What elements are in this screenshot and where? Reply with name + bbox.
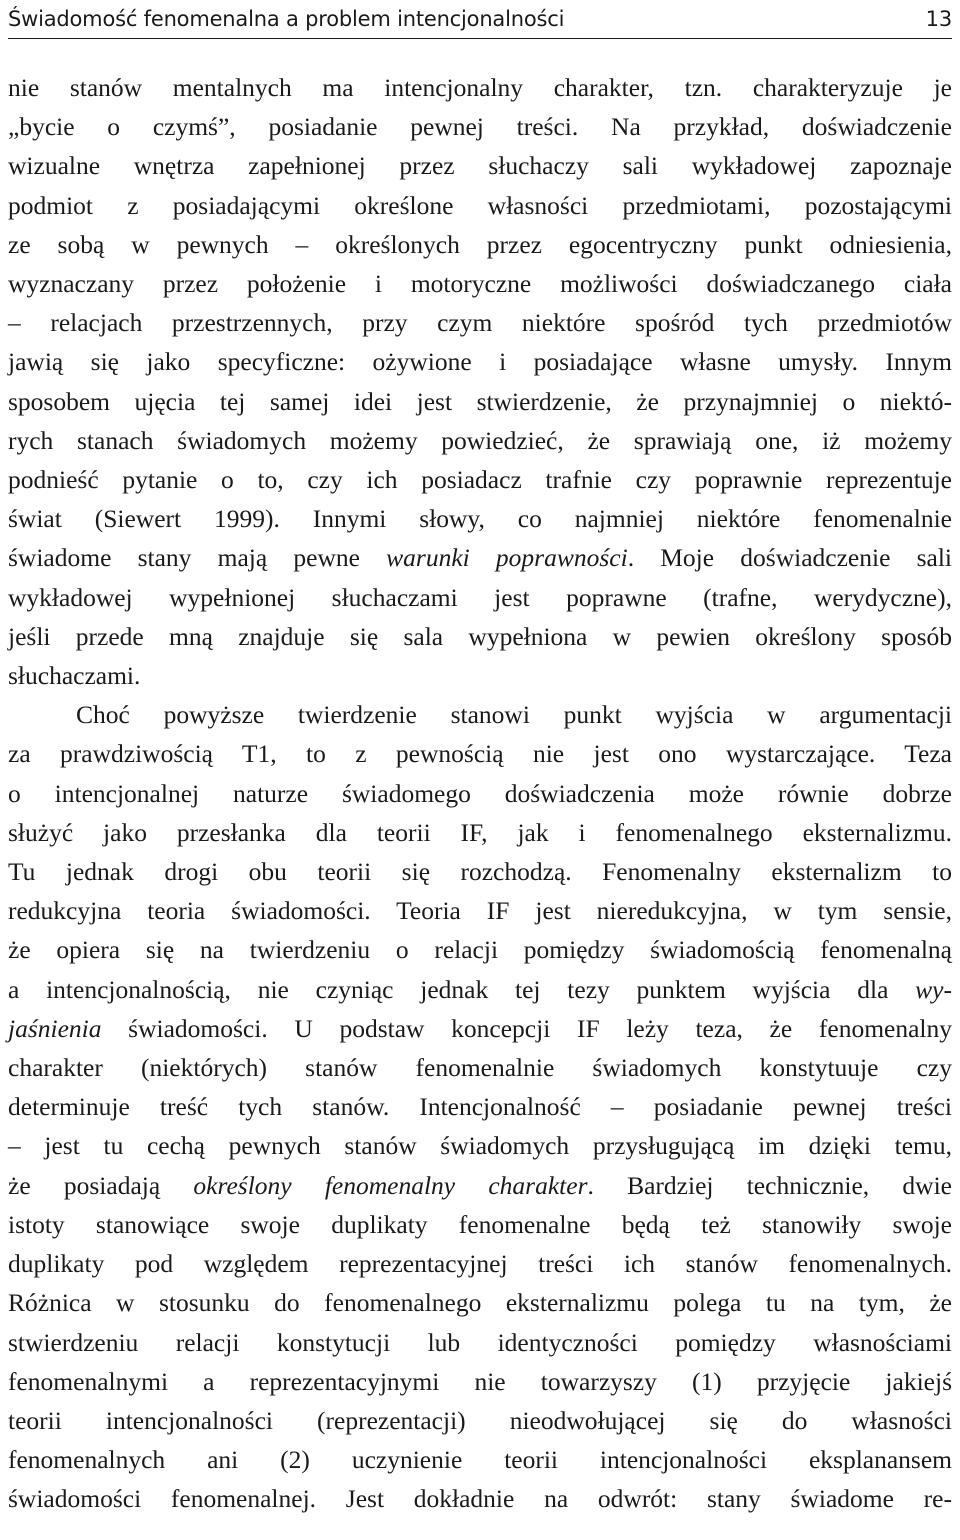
text-segment: że opiera się na twierdzeniu o relacji pomiędzy świadomością fenomenalną: [8, 935, 952, 965]
text-line: [8, 578, 952, 617]
text-line: [8, 1362, 952, 1401]
text-segment: istoty stanowiące swoje duplikaty fenomenalne będą też stanowiły swoje: [8, 1209, 952, 1239]
header-rule: [8, 38, 952, 39]
running-title: Świadomość fenomenalna a problem intencjonalności: [8, 7, 565, 31]
text-line: [8, 68, 952, 107]
text-segment: słuchaczami.: [8, 661, 141, 691]
text-line: [8, 1283, 952, 1322]
text-segment: – relacjach przestrzennych, przy czym niektóre spośród tych przedmiotów: [8, 308, 952, 338]
text-line: [8, 970, 952, 1009]
text-segment: duplikaty pod względem reprezentacyjnej treści ich stanów fenomenalnych.: [8, 1249, 952, 1279]
text-line: [8, 382, 952, 421]
text-line: [8, 1401, 952, 1440]
text-segment: determinuje treść tych stanów. Intencjonalność – posiadanie pewnej treści: [8, 1092, 952, 1122]
text-line: [8, 930, 952, 969]
text-segment: redukcyjna teoria świadomości. Teoria IF jest nieredukcyjna, w tym sensie,: [8, 896, 952, 926]
text-line: [8, 342, 952, 381]
text-segment: Różnica w stosunku do fenomenalnego eksternalizmu polega tu na tym, że: [8, 1288, 952, 1318]
text-segment: ze sobą w pewnych – określonych przez egocentryczny punkt odniesienia,: [8, 229, 952, 259]
text-line: [8, 186, 952, 225]
text-line: [8, 1048, 952, 1087]
text-line: [8, 1479, 952, 1518]
text-line: [8, 225, 952, 264]
text-segment: świadome stany mają pewne: [8, 543, 387, 573]
text-line: [8, 774, 952, 813]
text-segment: o intencjonalnej naturze świadomego doświadczenia może równie dobrze: [8, 778, 952, 808]
text-segment: . Bardziej technicznie, dwie: [587, 1170, 952, 1200]
text-line: [8, 499, 952, 538]
text-segment: świadomości. U podstaw koncepcji IF leży teza, że fenomenalny: [101, 1013, 952, 1043]
text-line: [8, 146, 952, 185]
text-segment: Tu jednak drogi obu teorii się rozchodzą. Fenomenalny eksternalizm to: [8, 857, 952, 887]
text-segment: stwierdzeniu relacji konstytucji lub identyczności pomiędzy własnościami: [8, 1327, 952, 1357]
page-number: 13: [925, 7, 952, 31]
text-line: [8, 538, 952, 577]
text-segment: a intencjonalnością, nie czyniąc jednak tej tezy punktem wyjścia dla: [8, 974, 916, 1004]
text-line: [8, 264, 952, 303]
text-segment: świadomości fenomenalnej. Jest dokładnie na odwrót: stany świadome re-: [8, 1484, 952, 1514]
italic-text: warunki poprawności: [386, 543, 628, 573]
text-segment: że posiadają: [8, 1170, 194, 1200]
text-segment: jawią się jako specyficzne: ożywione i posiadające własne umysły. Innym: [8, 347, 952, 377]
text-segment: świat (Siewert 1999). Innymi słowy, co najmniej niektóre fenomenalnie: [8, 504, 952, 534]
text-line: [8, 1087, 952, 1126]
text-line: [8, 1009, 952, 1048]
italic-text: wy-: [915, 974, 952, 1004]
text-segment: sposobem ujęcia tej samej idei jest stwierdzenie, że przynajmniej o niektó-: [8, 386, 952, 416]
text-segment: fenomenalnych ani (2) uczynienie teorii intencjonalności eksplanansem: [8, 1445, 952, 1475]
text-line: [8, 891, 952, 930]
text-line: [8, 1205, 952, 1244]
text-segment: charakter (niektórych) stanów fenomenalnie świadomych konstytuuje czy: [8, 1053, 952, 1083]
text-segment: rych stanach świadomych możemy powiedzieć, że sprawiają one, iż możemy: [8, 425, 952, 455]
text-segment: Choć powyższe twierdzenie stanowi punkt wyjścia w argumentacji: [76, 700, 952, 730]
text-line: [8, 1244, 952, 1283]
running-header: [8, 2, 952, 36]
text-segment: nie stanów mentalnych ma intencjonalny charakter, tzn. charakteryzuje je: [8, 73, 952, 102]
text-line: [8, 734, 952, 773]
text-line: [8, 813, 952, 852]
text-segment: . Moje doświadczenie sali: [627, 543, 953, 573]
text-segment: podmiot z posiadającymi określone własności przedmiotami, pozostającymi: [8, 190, 952, 220]
text-segment: służyć jako przesłanka dla teorii IF, jak i fenomenalnego eksternalizmu.: [8, 817, 952, 847]
text-segment: podnieść pytanie o to, czy ich posiadacz trafnie czy poprawnie reprezentuje: [8, 465, 952, 495]
text-segment: wizualne wnętrza zapełnionej przez słuchaczy sali wykładowej zapoznaje: [8, 151, 952, 181]
text-line: [8, 695, 952, 734]
text-segment: – jest tu cechą pewnych stanów świadomych przysługującą im dzięki temu,: [8, 1131, 952, 1161]
text-line: [8, 617, 952, 656]
text-line: [8, 1126, 952, 1165]
text-segment: fenomenalnymi a reprezentacyjnymi nie towarzyszy (1) przyjęcie jakiejś: [8, 1366, 952, 1396]
italic-text: jaśnienia: [8, 1013, 102, 1043]
text-line: [8, 107, 952, 146]
text-line: [8, 421, 952, 460]
text-segment: za prawdziwością T1, to z pewnością nie jest ono wystarczające. Teza: [8, 739, 952, 769]
text-segment: teorii intencjonalności (reprezentacji) nieodwołującej się do własności: [8, 1405, 952, 1435]
text-line: [8, 1166, 952, 1205]
text-line: [8, 852, 952, 891]
text-segment: wyznaczany przez położenie i motoryczne możliwości doświadczanego ciała: [8, 269, 952, 299]
text-segment: „bycie o czymś”, posiadanie pewnej treści. Na przykład, doświadczenie: [8, 112, 952, 142]
text-segment: wykładowej wypełnionej słuchaczami jest poprawne (trafne, werydyczne),: [8, 582, 952, 612]
text-line: [8, 1440, 952, 1479]
text-line: [8, 460, 952, 499]
text-segment: jeśli przede mną znajduje się sala wypełniona w pewien określony sposób: [8, 621, 952, 651]
body-text: [8, 68, 952, 1519]
text-line: [8, 303, 952, 342]
text-line: [8, 656, 952, 695]
text-line: [8, 1323, 952, 1362]
italic-text: określony fenomenalny charakter: [193, 1170, 588, 1200]
